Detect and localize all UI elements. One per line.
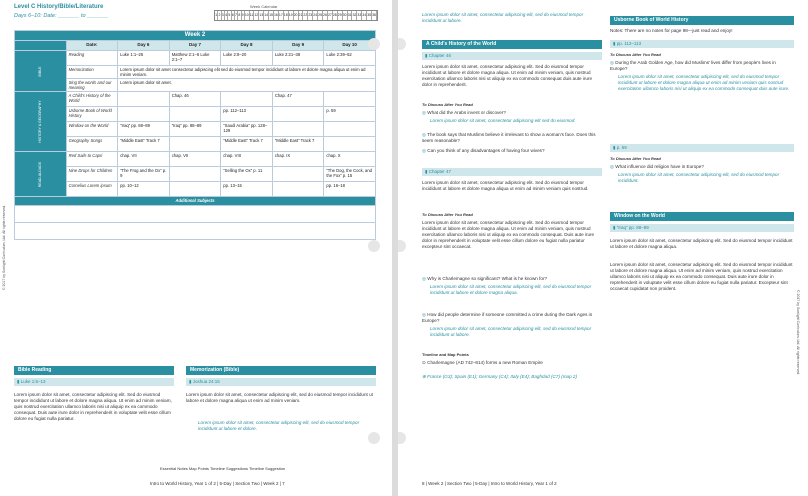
schedule-cell[interactable]: [118, 107, 170, 122]
bible-reading-ref: [14, 378, 174, 386]
schedule-cell[interactable]: [272, 182, 324, 197]
calendar-day: 1: [215, 11, 218, 20]
schedule-cell[interactable]: “Middle East” Track 7: [118, 137, 170, 152]
col-header: Date:: [66, 41, 118, 51]
window-title: Window on the World: [610, 212, 794, 221]
window-text-2: Lorem ipsum dolor sit amet, consectetur adipiscing elit. Sed do eiusmod tempor incididunt ut labore et dolore magna aliqua. Ut enim ad minim veniam, quis nostrud exercitation ullamco laboris nisi ut aliquip ex ea commodo consequat. Duis aute irure dolor in reprehenderit in voluptate velit esse cillum dolore eu fugiat nulla pariatur. Excepteur sint occaecat cupidatat non proident.: [610, 262, 793, 291]
schedule-cell[interactable]: [272, 107, 324, 122]
bible-reading-title: Bible Reading: [14, 366, 174, 375]
schedule-cell[interactable]: “The Dog, the Cock, and the Fox” p. 15: [324, 167, 376, 182]
table-row: [15, 79, 376, 92]
schedule-cell[interactable]: “Iraq” pp. 88–89: [169, 122, 221, 137]
calendar-day: 10: [245, 11, 250, 20]
calendar-day: 31: [348, 11, 353, 20]
schedule-cell[interactable]: Luke 2:39–52: [324, 51, 376, 66]
question-3: [422, 148, 602, 154]
row-label: Memorization: [66, 66, 118, 79]
schedule-cell[interactable]: [169, 182, 221, 197]
section-label-text: HISTORY & GEOGRAPHY: [37, 100, 42, 143]
schedule-cell[interactable]: chap. VII: [169, 152, 221, 167]
table-row: [15, 66, 376, 79]
question-icon: ◎: [610, 164, 616, 169]
timeline-title: Timeline and Map Points: [422, 352, 469, 357]
calendar-day: 28: [333, 11, 338, 20]
legend: Essential Notes Map Points Timeline Suggestions Timeline Suggestion: [160, 466, 286, 471]
usborne-a1: Lorem ipsum dolor sit amet, consectetur adipiscing elit, sed do eiusmod tempor incididunt ut labore et dolore magna aliqua ut enim ad minim veniam quis nostrud exercitation ullamco laboris nisi ut aliquip ex ea commodo consequat duis aute irure.: [618, 74, 790, 91]
col-header: Day 8: [221, 41, 273, 51]
timeline-point-1-text: Charlemagne (AD 742–814) forms a new Roman Empire: [427, 360, 543, 365]
row-label: A Child's History of the World: [66, 92, 118, 107]
question-2-text: The book says that Muslims believe it irrelevant to show a woman's face. Does this seem reasonable?: [422, 132, 596, 143]
question-icon: ◎: [610, 60, 616, 65]
question-2: [422, 132, 602, 144]
timeline-icon: ⊙: [422, 360, 428, 365]
row-label: Sing the words and our meaning: [66, 79, 118, 92]
schedule-cell[interactable]: “Selling the Ox” p. 11: [221, 167, 273, 182]
schedule-cell[interactable]: “Middle East” Track 7: [221, 137, 273, 152]
col-header: Day 7: [169, 41, 221, 51]
row-label: Nine Drops for Children: [66, 167, 118, 182]
schedule-cell[interactable]: Chap. 47: [272, 92, 324, 107]
question-icon: ◎: [422, 276, 428, 281]
row-label: Usborne Book of World History: [66, 107, 118, 122]
schedule-cell[interactable]: [169, 137, 221, 152]
book-icon: ▮: [17, 379, 21, 384]
schedule-grid: [14, 30, 376, 240]
memorization-text: Lorem ipsum dolor sit amet, consectetur adipiscing elit, sed do eiusmod tempor incididunt ut labore et dolore magna aliqua ut enim ad minim veniam.: [186, 392, 373, 403]
schedule-cell[interactable]: “Middle East” Track 7: [272, 137, 324, 152]
schedule-cell[interactable]: Luke 2:21–38: [272, 51, 324, 66]
book-icon: ▮: [425, 169, 429, 174]
section-label: [15, 51, 67, 92]
answer-5: Lorem ipsum dolor sit amet, consectetur adipiscing elit, sed do eiusmod tempor incididunt ut labore.: [430, 326, 592, 337]
usborne-title: Usborne Book of World History: [610, 16, 794, 25]
map-icon: ⊕: [422, 374, 428, 379]
binder-hole: [368, 38, 380, 50]
schedule-cell[interactable]: Chap. 46: [169, 92, 221, 107]
calendar-day: 26: [323, 11, 328, 20]
calendar-day: 16: [274, 11, 279, 20]
section-label-text: READ-ALOUDS: [37, 161, 42, 187]
chapter-46-ref: [422, 52, 602, 60]
question-5-text: How did people determine if someone committed a crime during the Dark Ages in Europe?: [422, 312, 593, 323]
chap47-paragraph-2: Lorem ipsum dolor sit amet, consectetur adipiscing elit. Sed do eiusmod tempor incididunt ut labore et dolore magna aliqua. Ut enim ad minim veniam, quis nostrud exercitation ullamco laboris nisi ut aliquip ex ea commodo consequat. Duis aute irure dolor in reprehenderit in voluptate velit esse cillum dolore eu fugiat nulla pariatur excepteur sint occaecat.: [422, 220, 595, 249]
chap46-paragraph: Lorem ipsum dolor sit amet, consectetur adipiscing elit. Sed do eiusmod tempor incididunt ut labore et dolore magna aliqua. Ut enim ad minim veniam, quis nostrud exercitation ullamco laboris nisi ut aliquip ex ea commodo consequat duis aute irure dolor in reprehenderit.: [422, 64, 593, 87]
usborne-a2: Lorem ipsum dolor sit amet, consectetur adipiscing elit, sed do eiusmod tempor incididunt.: [618, 172, 780, 183]
calendar-day: 22: [303, 11, 308, 20]
right-page: [398, 0, 808, 496]
question-4-text: Why is Charlemagne so significant? What is he known for?: [427, 276, 548, 281]
week-title: Week 2: [15, 31, 376, 41]
memorization-title: Memorization (Bible): [186, 366, 376, 375]
calendar-day: 4: [225, 11, 228, 20]
table-row: [15, 152, 376, 167]
calendar-day: 11: [250, 11, 255, 20]
window-text-1: Lorem ipsum dolor sit amet, consectetur adipiscing elit. Sed do eiusmod tempor incididunt ut labore et dolore magna aliqua.: [610, 238, 793, 249]
window-ref-text: “Iraq” pp. 88–89: [616, 225, 649, 230]
answer-1: Lorem ipsum dolor sit amet, consectetur adipiscing elit sed do eiusmod.: [430, 118, 576, 123]
book-icon: ▮: [425, 53, 429, 58]
timeline-point-1: [422, 360, 602, 366]
binder-hole: [368, 432, 380, 444]
schedule-cell[interactable]: [272, 167, 324, 182]
corner-cell: [15, 41, 67, 51]
chap46-text: Chapter 46: [428, 53, 451, 58]
schedule-cell[interactable]: [324, 122, 376, 137]
table-row: [15, 92, 376, 107]
section-label-text: BIBLE: [37, 66, 42, 76]
calendar-day: 14: [264, 11, 269, 20]
schedule-cell[interactable]: [118, 92, 170, 107]
question-3-text: Can you think of any disadvantages of having four wives?: [427, 148, 545, 153]
binder-hole: [398, 38, 406, 50]
calendar-day: 18: [284, 11, 289, 20]
usborne-note: Notes: There are no notes for page 98—just read and enjoy!: [610, 28, 733, 33]
usborne-q1-text: During the Arab Golden Age, how did Muslims' lives differ from people's lives in Europe?: [610, 60, 776, 71]
usborne-ref-2: [610, 144, 794, 152]
calendar-day: 35: [367, 11, 372, 20]
table-row: [15, 51, 376, 66]
row-label: Reading: [66, 51, 118, 66]
question-icon: ◎: [422, 312, 428, 317]
calendar-day: 25: [318, 11, 323, 20]
question-5: [422, 312, 602, 324]
calendar-day: 23: [308, 11, 313, 20]
chap47-paragraph: Lorem ipsum dolor sit amet, consectetur adipiscing elit. Sed do eiusmod tempor incididunt ut labore et dolore magna aliqua ut enim ad minim veniam quis nostrud.: [422, 180, 589, 191]
question-1: [422, 110, 602, 116]
childs-history-title: A Child's History of the World: [422, 40, 602, 49]
schedule-cell[interactable]: pp. 13–15: [221, 182, 273, 197]
binder-hole: [398, 240, 406, 252]
usborne-q2-text: What influence did religion have in Europe?: [615, 164, 704, 169]
additional-row[interactable]: [15, 206, 376, 223]
schedule-cell[interactable]: pp. 16–18: [324, 182, 376, 197]
table-row: [15, 137, 376, 152]
calendar-title: Week Calendar: [250, 4, 278, 9]
calendar-day: 21: [299, 11, 304, 20]
question-1-text: What did the Arabs invent or discover?: [427, 110, 506, 115]
chap47-text: Chapter 47: [428, 169, 451, 174]
schedule-cell[interactable]: “Saudi Arabia” pp. 128–129: [221, 122, 273, 137]
calendar-day: 29: [338, 11, 343, 20]
usborne-ref-1-text: pp. 112–113: [616, 41, 642, 46]
memorization-hint: Lorem ipsum dolor sit amet, consectetur adipiscing elit, sed do eiusmod tempor incididunt ut labore et dolore.: [198, 420, 360, 431]
schedule-cell[interactable]: pp. 10–12: [118, 182, 170, 197]
copyright-side-right: © 2017 by Sonlight Curriculum, Ltd. All rights reserved.: [796, 290, 800, 376]
schedule-cell[interactable]: [324, 137, 376, 152]
schedule-cell[interactable]: Lorem ipsum dolor sit amet consectetur adipiscing elit sed do eiusmod tempor incididunt ut labore et dolore magna aliqua ut enim ad minim veniam.: [118, 66, 376, 79]
row-label: Red Sails to Capri: [66, 152, 118, 167]
schedule-cell[interactable]: p. 59: [324, 107, 376, 122]
schedule-cell[interactable]: chap. X: [324, 152, 376, 167]
discuss-heading: To Discuss After You Read: [422, 102, 473, 107]
book-icon: ▮: [613, 145, 617, 150]
calendar-day: 30: [343, 11, 348, 20]
calendar-day: 3: [222, 11, 225, 20]
schedule-cell[interactable]: chap. VII: [118, 152, 170, 167]
week-calendar: [214, 10, 378, 21]
calendar-day: 19: [289, 11, 294, 20]
col-header: Day 9: [272, 41, 324, 51]
row-label: Cornelius Lorem ipsum: [66, 182, 118, 197]
table-row: [15, 167, 376, 182]
right-footer: 8 | Week 2 | Section Two | 5-Day | Intro to World History, Year 1 of 2: [422, 481, 557, 486]
question-icon: ◎: [422, 110, 428, 115]
calendar-day: 2: [218, 11, 221, 20]
question-icon: ◎: [422, 148, 428, 153]
calendar-day: 13: [259, 11, 264, 20]
schedule-cell[interactable]: “Iraq” pp. 88–89: [118, 122, 170, 137]
calendar-day: 15: [269, 11, 274, 20]
schedule-cell[interactable]: chap. IX: [272, 152, 324, 167]
left-footer: Intro to World History, Year 1 of 2 | 5-Day | Section Two | Week 2 | 7: [150, 481, 285, 486]
usborne-q1: [610, 60, 794, 72]
bible-reading-text: Lorem ipsum dolor sit amet, consectetur adipiscing elit. Sed do eiusmod tempor incididunt ut labore et dolore magna aliqua. Ut enim ad minim veniam, quis nostrud exercitation ullamco laboris nisi ut aliquip ex ea commodo consequat. Duis aute irure dolor in reprehenderit in voluptate velit esse cillum dolore eu fugiat nulla pariatur.: [14, 392, 172, 421]
calendar-day: 32: [352, 11, 357, 20]
schedule-cell[interactable]: “The Frog and the Ox” p. 9: [118, 167, 170, 182]
calendar-day: 7: [235, 11, 238, 20]
discuss-heading-4: To Discuss After You Read: [610, 156, 661, 161]
answer-4: Lorem ipsum dolor sit amet, consectetur adipiscing elit, sed do eiusmod tempor incididunt ut labore et dolore magna aliqua.: [430, 284, 592, 295]
usborne-ref-1: [610, 40, 794, 48]
schedule-cell[interactable]: chap. VIII: [221, 152, 273, 167]
usborne-ref-2-text: p. 59: [616, 145, 627, 150]
days-date-line: Days 6–10: Date: _______ to _______: [14, 13, 109, 19]
calendar-day: 8: [238, 11, 241, 20]
schedule-cell[interactable]: [169, 107, 221, 122]
schedule-cell[interactable]: Lorem ipsum dolor sit amet.: [118, 79, 376, 92]
window-ref: [610, 224, 794, 232]
calendar-day: 5: [228, 11, 231, 20]
table-row: [15, 122, 376, 137]
copyright-side: © 2017 by Sonlight Curriculum, Ltd. All rights reserved.: [2, 204, 6, 290]
schedule-cell[interactable]: Matthew 2:1–6 Luke 2:1–7: [169, 51, 221, 66]
schedule-cell[interactable]: pp. 112–113: [221, 107, 273, 122]
top-continued-text: Lorem ipsum dolor sit amet, consectetur adipiscing elit, sed do eiusmod tempor incididunt ut labore.: [422, 12, 584, 23]
question-4: [422, 276, 602, 282]
schedule-cell[interactable]: [272, 122, 324, 137]
calendar-day: 27: [328, 11, 333, 20]
binder-hole: [398, 432, 406, 444]
question-icon: ◎: [422, 132, 428, 137]
schedule-cell[interactable]: [169, 167, 221, 182]
left-page: [0, 0, 392, 496]
map-point-1-text: France (G3); Spain (E1); Germany (C4); Italy (E4); Baghdad (C7) (map 2): [427, 374, 577, 379]
bible-ref-text: Luke 1:5–13: [20, 379, 46, 384]
schedule-cell[interactable]: Luke 2:8–20: [221, 51, 273, 66]
book-icon: ▮: [613, 41, 617, 46]
calendar-day: 9: [242, 11, 245, 20]
memorization-ref: [186, 378, 376, 386]
table-row: [15, 107, 376, 122]
col-header: Day 10: [324, 41, 376, 51]
memorization-ref-text: Joshua 24:15: [192, 379, 220, 384]
discuss-heading-3: To Discuss After You Read: [610, 52, 661, 57]
map-point-1: [422, 374, 602, 380]
book-icon: ▮: [189, 379, 193, 384]
binder-hole: [368, 240, 380, 252]
section-label: [15, 152, 67, 197]
book-icon: ▮: [613, 225, 617, 230]
calendar-day: 36: [372, 11, 377, 20]
additional-subjects-bar: Additional Subjects: [15, 197, 376, 206]
row-label: Window on the World: [66, 122, 118, 137]
calendar-day: 20: [294, 11, 299, 20]
calendar-day: 33: [357, 11, 362, 20]
col-header: Day 6: [118, 41, 170, 51]
calendar-day: 12: [254, 11, 259, 20]
chapter-47-ref: [422, 168, 602, 176]
additional-row[interactable]: [15, 223, 376, 240]
calendar-day: 24: [313, 11, 318, 20]
schedule-cell[interactable]: Luke 1:1–25: [118, 51, 170, 66]
schedule-cell[interactable]: [221, 92, 273, 107]
section-label: [15, 92, 67, 152]
usborne-q2: [610, 164, 794, 170]
calendar-day: 17: [279, 11, 284, 20]
table-row: [15, 182, 376, 197]
level-header: Level C History/Bible/Literature: [14, 4, 104, 10]
calendar-day: 34: [362, 11, 367, 20]
discuss-heading-2: To Discuss After You Read: [422, 212, 473, 217]
calendar-day: 6: [232, 11, 235, 20]
schedule-cell[interactable]: [324, 92, 376, 107]
row-label: Geography Songs: [66, 137, 118, 152]
